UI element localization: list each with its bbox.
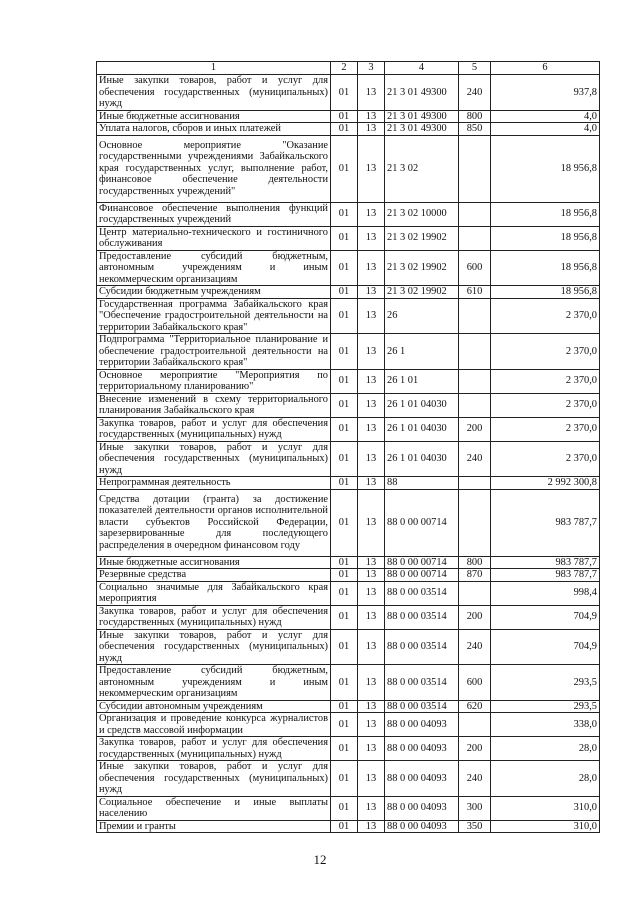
- cell-subsection: 13: [358, 477, 385, 490]
- cell-section: 01: [331, 226, 358, 250]
- cell-name: Подпрограмма "Территориальное планирование и обеспечение градостроительной деятельности на территории Забайкальского края": [97, 334, 331, 370]
- cell-section: 01: [331, 737, 358, 761]
- cell-subsection: 13: [358, 489, 385, 556]
- cell-section: 01: [331, 441, 358, 477]
- cell-target-article: 21 3 02 19902: [385, 250, 459, 286]
- cell-target-article: 88 0 00 04093: [385, 796, 459, 820]
- table-row: [97, 713, 600, 737]
- cell-expense-type: [459, 489, 491, 556]
- cell-name: Иные закупки товаров, работ и услуг для обеспечения государственных (муниципальных) нужд: [97, 629, 331, 665]
- cell-name: Центр материально-технического и гостиничного обслуживания: [97, 226, 331, 250]
- cell-expense-type: [459, 298, 491, 334]
- cell-section: 01: [331, 298, 358, 334]
- cell-name: Внесение изменений в схему территориального планирования Забайкальского края: [97, 393, 331, 417]
- cell-section: 01: [331, 393, 358, 417]
- cell-target-article: 26 1: [385, 334, 459, 370]
- cell-expense-type: 200: [459, 737, 491, 761]
- cell-subsection: 13: [358, 556, 385, 569]
- table-row: [97, 700, 600, 713]
- cell-amount: 2 370,0: [491, 334, 600, 370]
- cell-name: Премии и гранты: [97, 820, 331, 833]
- cell-section: 01: [331, 629, 358, 665]
- cell-amount: 998,4: [491, 581, 600, 605]
- cell-amount: 983 787,7: [491, 569, 600, 582]
- cell-expense-type: 240: [459, 75, 491, 111]
- cell-amount: 18 956,8: [491, 202, 600, 226]
- cell-subsection: 13: [358, 110, 385, 123]
- cell-name: Организация и проведение конкурса журналистов и средств массовой информации: [97, 713, 331, 737]
- cell-expense-type: 620: [459, 700, 491, 713]
- cell-expense-type: 300: [459, 796, 491, 820]
- cell-target-article: 88 0 00 04093: [385, 820, 459, 833]
- cell-section: 01: [331, 700, 358, 713]
- cell-expense-type: [459, 581, 491, 605]
- cell-subsection: 13: [358, 226, 385, 250]
- cell-target-article: 88 0 00 04093: [385, 737, 459, 761]
- cell-expense-type: 600: [459, 250, 491, 286]
- cell-name: Социальное обеспечение и иные выплаты населению: [97, 796, 331, 820]
- cell-target-article: 21 3 01 49300: [385, 110, 459, 123]
- header-col-2: 2: [331, 62, 358, 75]
- table-row: [97, 123, 600, 136]
- cell-expense-type: 240: [459, 629, 491, 665]
- cell-amount: 18 956,8: [491, 135, 600, 202]
- cell-amount: 2 992 300,8: [491, 477, 600, 490]
- cell-section: 01: [331, 202, 358, 226]
- cell-amount: 983 787,7: [491, 489, 600, 556]
- cell-name: Иные закупки товаров, работ и услуг для обеспечения государственных (муниципальных) нужд: [97, 761, 331, 797]
- cell-subsection: 13: [358, 202, 385, 226]
- cell-amount: 18 956,8: [491, 250, 600, 286]
- table-header-row: [97, 62, 600, 75]
- table-row: [97, 250, 600, 286]
- table-row: [97, 489, 600, 556]
- cell-subsection: 13: [358, 665, 385, 701]
- cell-amount: 18 956,8: [491, 226, 600, 250]
- cell-subsection: 13: [358, 820, 385, 833]
- header-col-3: 3: [358, 62, 385, 75]
- table-row: [97, 441, 600, 477]
- cell-subsection: 13: [358, 250, 385, 286]
- cell-section: 01: [331, 581, 358, 605]
- header-col-1: 1: [97, 62, 331, 75]
- cell-amount: 2 370,0: [491, 441, 600, 477]
- cell-target-article: 26 1 01 04030: [385, 393, 459, 417]
- cell-expense-type: 870: [459, 569, 491, 582]
- cell-target-article: 88 0 00 00714: [385, 489, 459, 556]
- header-col-5: 5: [459, 62, 491, 75]
- table-row: [97, 298, 600, 334]
- table-row: [97, 286, 600, 299]
- cell-section: 01: [331, 417, 358, 441]
- cell-section: 01: [331, 605, 358, 629]
- cell-section: 01: [331, 123, 358, 136]
- cell-amount: 293,5: [491, 700, 600, 713]
- cell-expense-type: 350: [459, 820, 491, 833]
- cell-target-article: 21 3 02: [385, 135, 459, 202]
- cell-amount: 937,8: [491, 75, 600, 111]
- cell-amount: 28,0: [491, 737, 600, 761]
- table-row: [97, 605, 600, 629]
- cell-subsection: 13: [358, 796, 385, 820]
- cell-target-article: 88 0 00 03514: [385, 665, 459, 701]
- cell-expense-type: 610: [459, 286, 491, 299]
- header-col-6: 6: [491, 62, 600, 75]
- cell-subsection: 13: [358, 393, 385, 417]
- table-row: [97, 202, 600, 226]
- cell-name: Предоставление субсидий бюджетным, автономным учреждениям и иным некоммерческим организациям: [97, 665, 331, 701]
- cell-target-article: 88 0 00 04093: [385, 713, 459, 737]
- cell-amount: 983 787,7: [491, 556, 600, 569]
- cell-target-article: 88 0 00 00714: [385, 569, 459, 582]
- cell-section: 01: [331, 477, 358, 490]
- cell-name: Предоставление субсидий бюджетным, автономным учреждениям и иным некоммерческим организациям: [97, 250, 331, 286]
- table-row: [97, 737, 600, 761]
- cell-target-article: 88 0 00 03514: [385, 605, 459, 629]
- cell-target-article: 26 1 01 04030: [385, 441, 459, 477]
- cell-subsection: 13: [358, 700, 385, 713]
- cell-target-article: 88 0 00 03514: [385, 629, 459, 665]
- cell-amount: 704,9: [491, 605, 600, 629]
- table-row: [97, 581, 600, 605]
- cell-target-article: 21 3 02 10000: [385, 202, 459, 226]
- cell-expense-type: 850: [459, 123, 491, 136]
- cell-name: Субсидии бюджетным учреждениям: [97, 286, 331, 299]
- cell-subsection: 13: [358, 737, 385, 761]
- cell-subsection: 13: [358, 581, 385, 605]
- cell-subsection: 13: [358, 75, 385, 111]
- table-row: [97, 629, 600, 665]
- cell-amount: 310,0: [491, 820, 600, 833]
- cell-section: 01: [331, 334, 358, 370]
- cell-expense-type: 600: [459, 665, 491, 701]
- cell-amount: 293,5: [491, 665, 600, 701]
- cell-section: 01: [331, 556, 358, 569]
- cell-amount: 18 956,8: [491, 286, 600, 299]
- cell-expense-type: [459, 393, 491, 417]
- cell-expense-type: [459, 334, 491, 370]
- cell-name: Иные закупки товаров, работ и услуг для обеспечения государственных (муниципальных) нужд: [97, 75, 331, 111]
- cell-amount: 4,0: [491, 123, 600, 136]
- cell-subsection: 13: [358, 713, 385, 737]
- cell-name: Государственная программа Забайкальского края "Обеспечение градостроительной деятельности на территории Забайкальского края": [97, 298, 331, 334]
- cell-name: Закупка товаров, работ и услуг для обеспечения государственных (муниципальных) нужд: [97, 737, 331, 761]
- cell-target-article: 21 3 02 19902: [385, 226, 459, 250]
- table-row: [97, 226, 600, 250]
- cell-expense-type: [459, 713, 491, 737]
- cell-subsection: 13: [358, 123, 385, 136]
- cell-name: Иные бюджетные ассигнования: [97, 110, 331, 123]
- cell-subsection: 13: [358, 369, 385, 393]
- cell-name: Иные бюджетные ассигнования: [97, 556, 331, 569]
- cell-subsection: 13: [358, 417, 385, 441]
- cell-section: 01: [331, 713, 358, 737]
- table-row: [97, 761, 600, 797]
- cell-target-article: 26 1 01: [385, 369, 459, 393]
- header-col-4: 4: [385, 62, 459, 75]
- cell-name: Субсидии автономным учреждениям: [97, 700, 331, 713]
- cell-expense-type: 240: [459, 441, 491, 477]
- cell-subsection: 13: [358, 569, 385, 582]
- table-row: [97, 417, 600, 441]
- cell-subsection: 13: [358, 761, 385, 797]
- cell-amount: 28,0: [491, 761, 600, 797]
- cell-expense-type: [459, 135, 491, 202]
- cell-subsection: 13: [358, 441, 385, 477]
- budget-table: [96, 61, 600, 833]
- cell-amount: 310,0: [491, 796, 600, 820]
- table-row: [97, 135, 600, 202]
- cell-expense-type: [459, 202, 491, 226]
- cell-section: 01: [331, 110, 358, 123]
- cell-expense-type: [459, 369, 491, 393]
- cell-expense-type: 200: [459, 417, 491, 441]
- cell-section: 01: [331, 665, 358, 701]
- cell-amount: 2 370,0: [491, 393, 600, 417]
- table-row: [97, 110, 600, 123]
- cell-target-article: 26 1 01 04030: [385, 417, 459, 441]
- cell-subsection: 13: [358, 629, 385, 665]
- cell-amount: 4,0: [491, 110, 600, 123]
- table-row: [97, 556, 600, 569]
- table-row: [97, 334, 600, 370]
- cell-target-article: 88 0 00 04093: [385, 761, 459, 797]
- cell-name: Уплата налогов, сборов и иных платежей: [97, 123, 331, 136]
- cell-target-article: 26: [385, 298, 459, 334]
- cell-amount: 2 370,0: [491, 298, 600, 334]
- cell-section: 01: [331, 135, 358, 202]
- cell-section: 01: [331, 75, 358, 111]
- cell-target-article: 88 0 00 03514: [385, 700, 459, 713]
- cell-section: 01: [331, 489, 358, 556]
- cell-expense-type: [459, 477, 491, 490]
- cell-subsection: 13: [358, 334, 385, 370]
- page-number: 12: [313, 852, 327, 867]
- cell-target-article: 21 3 01 49300: [385, 75, 459, 111]
- table-row: [97, 477, 600, 490]
- table-row: [97, 665, 600, 701]
- cell-target-article: 21 3 01 49300: [385, 123, 459, 136]
- cell-expense-type: 800: [459, 110, 491, 123]
- cell-name: Основное мероприятие "Оказание государственными учреждениями Забайкальского края государственных услуг, выполнение работ, финансовое обеспечение деятельности государственных учреждений": [97, 135, 331, 202]
- cell-name: Финансовое обеспечение выполнения функций государственных учреждений: [97, 202, 331, 226]
- cell-section: 01: [331, 250, 358, 286]
- table-body: [97, 75, 600, 833]
- table-row: [97, 569, 600, 582]
- cell-name: Иные закупки товаров, работ и услуг для обеспечения государственных (муниципальных) нужд: [97, 441, 331, 477]
- cell-subsection: 13: [358, 286, 385, 299]
- cell-subsection: 13: [358, 135, 385, 202]
- cell-name: Закупка товаров, работ и услуг для обеспечения государственных (муниципальных) нужд: [97, 605, 331, 629]
- cell-expense-type: 200: [459, 605, 491, 629]
- cell-name: Закупка товаров, работ и услуг для обеспечения государственных (муниципальных) нужд: [97, 417, 331, 441]
- cell-section: 01: [331, 820, 358, 833]
- table-row: [97, 393, 600, 417]
- cell-section: 01: [331, 796, 358, 820]
- cell-subsection: 13: [358, 298, 385, 334]
- cell-name: Социально значимые для Забайкальского края мероприятия: [97, 581, 331, 605]
- table-row: [97, 796, 600, 820]
- cell-section: 01: [331, 569, 358, 582]
- cell-name: Непрограммная деятельность: [97, 477, 331, 490]
- cell-amount: 2 370,0: [491, 417, 600, 441]
- cell-expense-type: 800: [459, 556, 491, 569]
- cell-amount: 338,0: [491, 713, 600, 737]
- table-row: [97, 75, 600, 111]
- cell-section: 01: [331, 369, 358, 393]
- cell-target-article: 88 0 00 00714: [385, 556, 459, 569]
- cell-name: Резервные средства: [97, 569, 331, 582]
- cell-expense-type: 240: [459, 761, 491, 797]
- table-row: [97, 369, 600, 393]
- cell-name: Основное мероприятие "Мероприятия по территориальному планированию": [97, 369, 331, 393]
- cell-target-article: 21 3 02 19902: [385, 286, 459, 299]
- table-row: [97, 820, 600, 833]
- cell-section: 01: [331, 761, 358, 797]
- cell-amount: 704,9: [491, 629, 600, 665]
- cell-expense-type: [459, 226, 491, 250]
- cell-section: 01: [331, 286, 358, 299]
- cell-subsection: 13: [358, 605, 385, 629]
- cell-amount: 2 370,0: [491, 369, 600, 393]
- cell-target-article: 88 0 00 03514: [385, 581, 459, 605]
- cell-target-article: 88: [385, 477, 459, 490]
- cell-name: Средства дотации (гранта) за достижение показателей деятельности органов исполнительной власти субъектов Российской Федерации, зарезервированные для последующего распределения в очередном финансовом году: [97, 489, 331, 556]
